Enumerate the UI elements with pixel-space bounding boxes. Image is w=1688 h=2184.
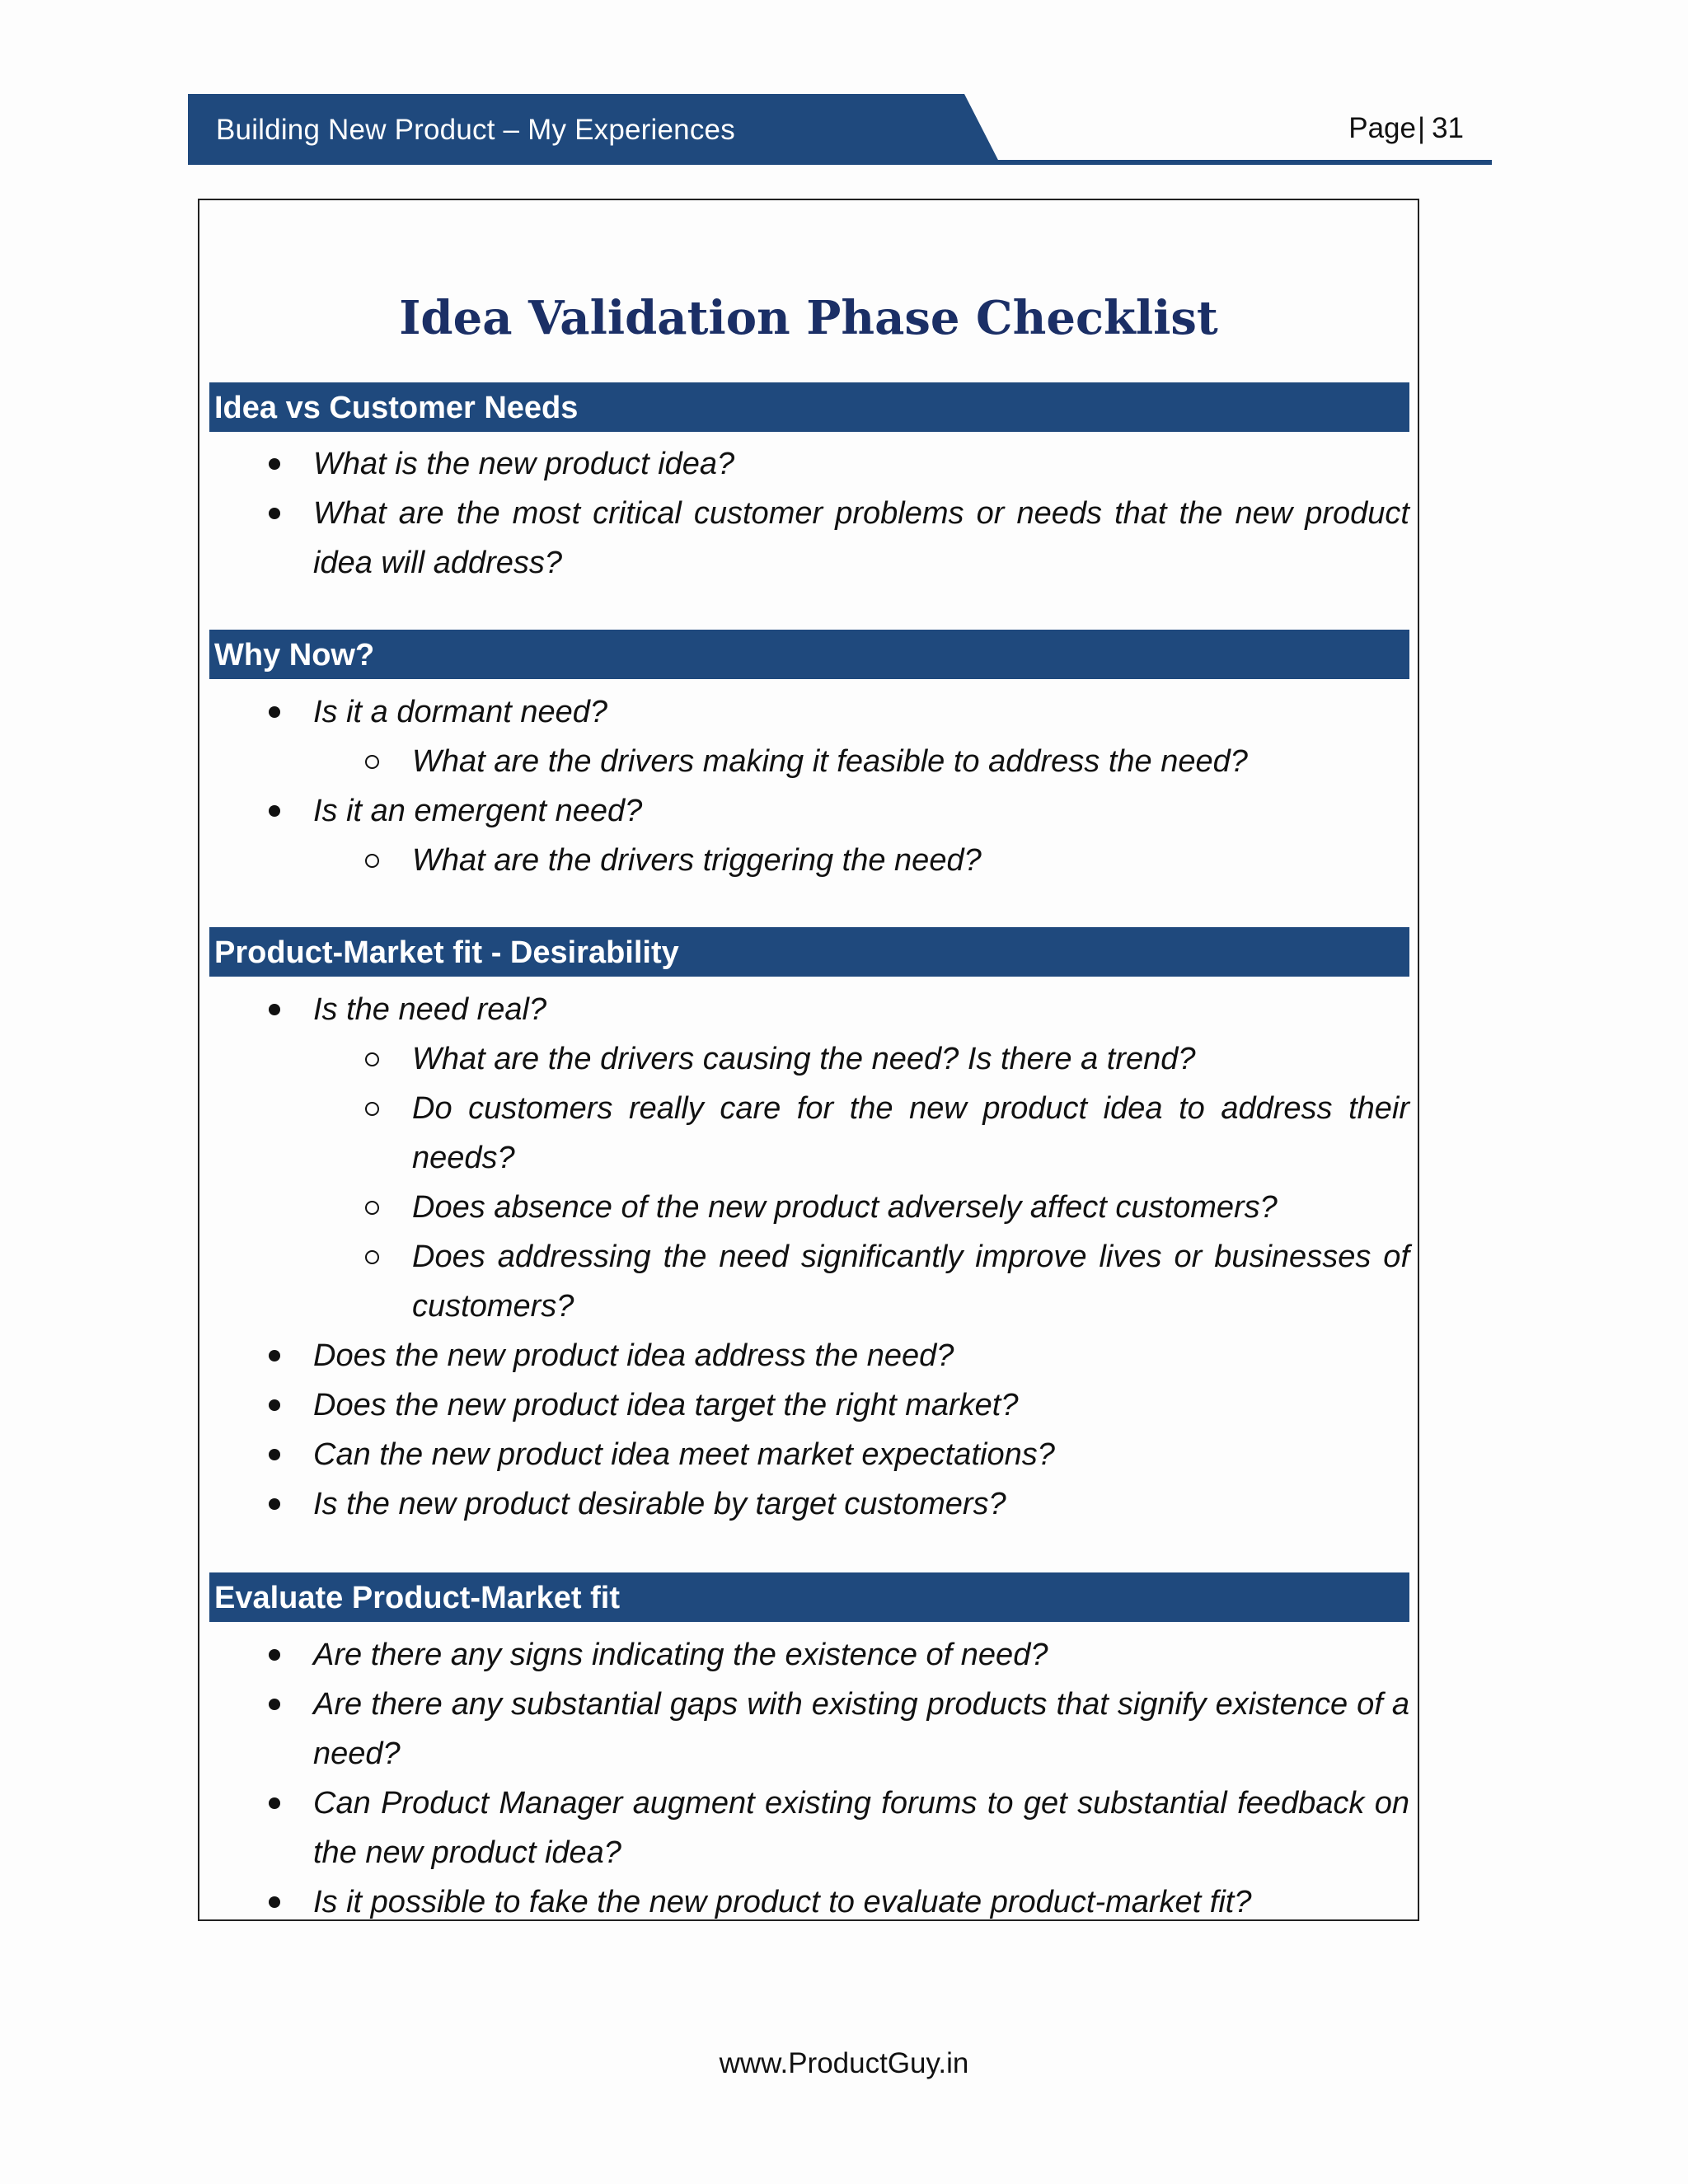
- section-heading-evaluate-product-market-fit: Evaluate Product-Market fit: [209, 1572, 1409, 1622]
- page-header: [188, 94, 1492, 168]
- bullet-icon: [269, 1797, 280, 1809]
- bullet-icon: [269, 1896, 280, 1908]
- checklist-item: What are the most critical customer problems or needs that the new product idea will address?: [313, 496, 1409, 580]
- checklist-item: Are there any signs indicating the existence of need?: [313, 1638, 1048, 1672]
- checklist-subitem: Does addressing the need significantly improve lives or businesses of customers?: [412, 1240, 1409, 1324]
- page-number-label: [1348, 112, 1464, 145]
- bullet-icon: [269, 706, 280, 718]
- bullet-icon: [269, 1498, 280, 1510]
- bullet-icon: [269, 1649, 280, 1661]
- sub-bullet-icon: [365, 1250, 379, 1264]
- checklist-subitem: Do customers really care for the new product idea to address their needs?: [412, 1091, 1409, 1175]
- page-word: Page: [1348, 112, 1416, 144]
- sub-bullet-icon: [365, 1102, 379, 1116]
- section-heading-product-market-fit-desirability: Product-Market fit - Desirability: [209, 927, 1409, 977]
- checklist-item: Is it an emergent need?: [313, 794, 643, 828]
- checklist-subitem: What are the drivers making it feasible to address the need?: [412, 744, 1248, 779]
- sub-bullet-icon: [365, 1052, 379, 1066]
- bullet-icon: [269, 1350, 280, 1361]
- checklist-item: Can Product Manager augment existing forums to get substantial feedback on the new product idea?: [313, 1786, 1409, 1870]
- sub-bullet-icon: [365, 1201, 379, 1215]
- bullet-icon: [269, 1699, 280, 1710]
- checklist-title: Idea Validation Phase Checklist: [399, 291, 1218, 345]
- page-number: 31: [1432, 112, 1464, 144]
- checklist-item: Is it a dormant need?: [313, 695, 607, 729]
- checklist-item: Can the new product idea meet market expectations?: [313, 1437, 1055, 1472]
- checklist-item: Is the need real?: [313, 992, 547, 1027]
- checklist-subitem: Does absence of the new product adversely affect customers?: [412, 1190, 1278, 1225]
- checklist-subitem: What are the drivers triggering the need?: [412, 843, 982, 878]
- checklist-item: Is it possible to fake the new product to evaluate product-market fit?: [313, 1885, 1252, 1919]
- sub-bullet-icon: [365, 854, 379, 868]
- footer-url: www.ProductGuy.in: [719, 2047, 969, 2079]
- page-separator: |: [1417, 112, 1426, 144]
- bullet-icon: [269, 1004, 280, 1015]
- checklist-item: What is the new product idea?: [313, 447, 735, 481]
- checklist-item: Does the new product idea address the need?: [313, 1338, 954, 1373]
- bullet-icon: [269, 805, 280, 817]
- header-rule: [930, 160, 1492, 165]
- checklist-subitem: What are the drivers causing the need? Is there a trend?: [412, 1042, 1196, 1076]
- bullet-icon: [269, 458, 280, 470]
- checklist-item: Is the new product desirable by target customers?: [313, 1487, 1006, 1521]
- section-heading-idea-vs-customer-needs: Idea vs Customer Needs: [209, 382, 1409, 432]
- document-title: Building New Product – My Experiences: [216, 114, 735, 146]
- checklist-box: [198, 199, 1419, 1921]
- bullet-icon: [269, 1449, 280, 1460]
- bullet-icon: [269, 508, 280, 519]
- checklist-item: Does the new product idea target the right market?: [313, 1388, 1019, 1422]
- checklist-item: Are there any substantial gaps with existing products that signify existence of a need?: [313, 1687, 1409, 1771]
- section-heading-why-now: Why Now?: [209, 630, 1409, 679]
- bullet-icon: [269, 1399, 280, 1411]
- sub-bullet-icon: [365, 755, 379, 769]
